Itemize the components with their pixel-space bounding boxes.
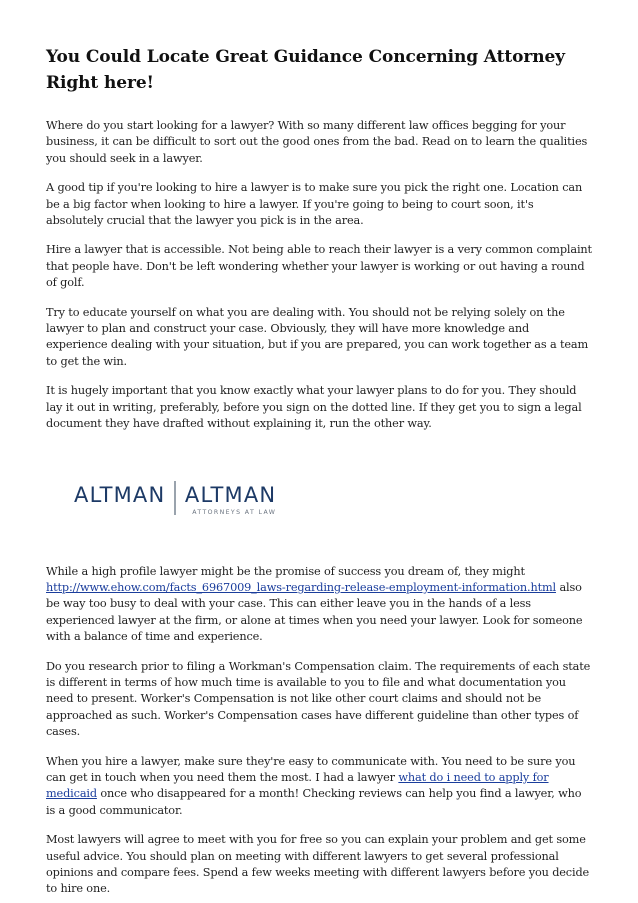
paragraph-3: Hire a lawyer that is accessible. Not being able to reach their lawyer is a very common complaint that people have. Don't be left wondering whether your lawyer is working or out having a round of golf. [46, 243, 592, 290]
paragraph-1: Where do you start looking for a lawyer? With so many different law offices begging for your business, it can be difficult to sort out the good ones from the bad. Read on to learn the qualities you should seek in a lawyer. [46, 119, 588, 165]
ehow-link[interactable]: http://www.ehow.com/facts_6967009_laws-regarding-release-employment-information.html [46, 580, 556, 594]
medicaid-link[interactable]: what do i need to apply for medicaid [46, 770, 549, 801]
paragraph-5: It is hugely important that you know exactly what your lawyer plans to do for you. They should lay it out in writing, preferably, before you sign on the dotted line. If they get you to sign a legal document they have drafted without explaining it, run the other way. [46, 384, 582, 431]
paragraph-7: Do you research prior to filing a Workman's Compensation claim. The requirements of each state is different in terms of how much time is available to you to file and what documentation you need to present. Worker's Compensation is not like other court claims and should not be approached as such. Worker's Compensation cases have different guideline than other types of cases. [46, 659, 591, 739]
page-title: You Could Locate Great Guidance Concerning Attorney Right here! [46, 47, 565, 93]
logo-container [46, 446, 592, 564]
logo-tagline: ATTORNEYS AT LAW [192, 508, 277, 516]
paragraph-8: When you hire a lawyer, make sure they're easy to communicate with. You need to be sure you can get in touch when you need them the most. I had a lawyer what do i need to apply for medicaid once who disappeared for a month! Checking reviews can help you find a lawyer, who is a good communicator. [46, 754, 582, 817]
logo-divider [174, 481, 176, 515]
logo-right-word: ALTMAN [184, 482, 277, 507]
paragraph-9: Most lawyers will agree to meet with you for free so you can explain your problem and get some useful advice. You should plan on meeting with different lawyers to get several professional opinions and compare fees. Spend a few weeks meeting with different lawyers before you decide to hire one. [46, 833, 590, 896]
paragraph-6: While a high profile lawyer might be the promise of success you dream of, they might http://www.ehow.com/facts_6967009_laws-regarding-release-employment-information.html also be way too busy to deal with your case. This can either leave you in the hands of a less experienced lawyer at the firm, or alone at times when you need your lawyer. Look for someone with a balance of time and experience. [46, 564, 583, 644]
paragraph-4: Try to educate yourself on what you are dealing with. You should not be relying solely on the lawyer to plan and construct your case. Obviously, they will have more knowledge and experience dealing with your situation, but if you are prepared, you can work together as a team to get the win. [46, 305, 589, 368]
logo-left-word: ALTMAN [74, 482, 166, 507]
paragraph-2: A good tip if you're looking to hire a lawyer is to make sure you pick the right one. Location can be a big factor when looking to hire a lawyer. If you're going to being to court soon, it's absolutely crucial that the lawyer you pick is in the area. [46, 181, 583, 228]
altman-logo [74, 483, 276, 516]
